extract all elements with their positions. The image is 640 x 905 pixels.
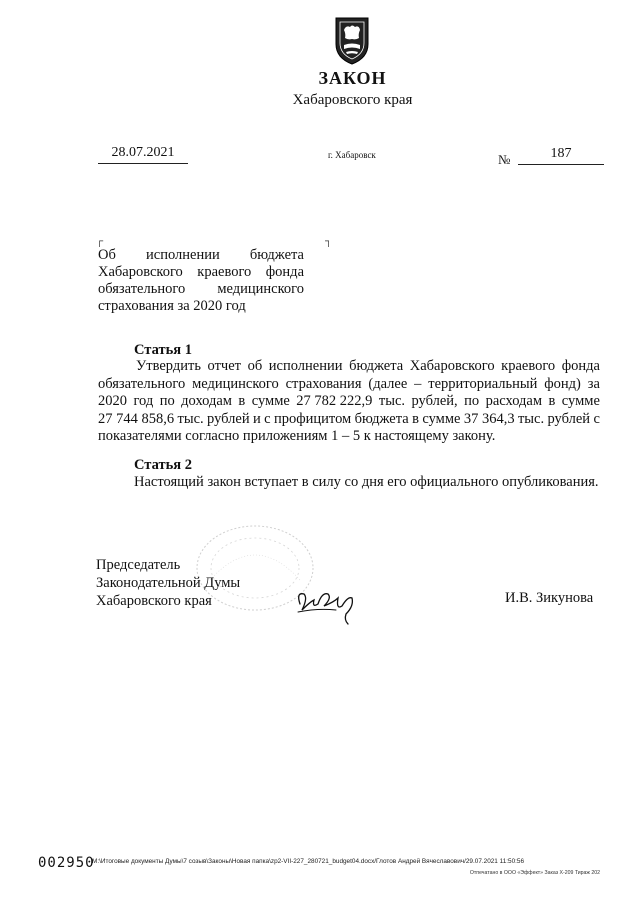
subject-word: Об xyxy=(98,247,116,263)
article-1-word: за xyxy=(587,375,600,392)
article-1-word: страхования xyxy=(285,375,362,392)
article-1-word: бюджета xyxy=(354,410,409,427)
article-1-word: фонд) xyxy=(544,375,581,392)
subject-word: краевого xyxy=(197,264,252,280)
subject-line xyxy=(98,264,304,281)
article-1-word: – xyxy=(414,375,422,392)
article-1-word: медицинского xyxy=(192,375,279,392)
article-1-word: фонда xyxy=(561,358,600,374)
subject-line xyxy=(98,281,304,298)
position-line: Председатель xyxy=(96,557,181,573)
article-1-word: 2020 xyxy=(98,393,127,409)
article-1-line xyxy=(98,411,600,429)
footer-doc-number: 002950 xyxy=(38,855,95,871)
handwritten-signature xyxy=(292,580,362,625)
article-1-word: 37 364,3 xyxy=(463,410,515,427)
document-number: 187 xyxy=(518,146,604,165)
article-1-word: сумме xyxy=(251,393,290,409)
number-sign: № xyxy=(498,152,511,167)
article-1-line xyxy=(98,358,600,376)
article-1-word: об xyxy=(247,358,263,374)
article-1-word: территориальный xyxy=(428,375,538,392)
position-line: Законодательной Думы xyxy=(96,575,241,591)
article-1-word: в xyxy=(412,410,419,427)
subject-line xyxy=(98,247,304,264)
document-city: г. Хабаровск xyxy=(328,150,376,160)
article-1-word: Утвердить xyxy=(136,358,201,374)
document-subtitle: Хабаровского края xyxy=(292,92,413,108)
article-1-word: тыс. xyxy=(517,410,545,427)
article-1-word: по xyxy=(464,393,480,409)
article-1-word: расходам xyxy=(485,393,543,409)
signatory-name: И.В. Зикунова xyxy=(505,590,594,606)
article-1-word: рублей, xyxy=(411,393,458,409)
subject-word: исполнении xyxy=(146,247,220,263)
article-1-word: сумме xyxy=(561,393,600,409)
subject-line: страхования за 2020 год xyxy=(98,298,246,314)
article-1-word: исполнении xyxy=(268,358,343,374)
article-1-word: бюджета xyxy=(349,358,404,374)
article-1-word: с xyxy=(264,410,271,427)
article-2-title: Статья 2 xyxy=(134,457,192,473)
article-1-word: тыс. xyxy=(378,393,405,409)
subject-word: медицинского xyxy=(217,281,304,297)
footer-print-note: Отпечатано в ООО «Эффект» Заказ Х-209 Тираж 202 xyxy=(469,870,600,876)
coat-of-arms-icon xyxy=(332,14,372,66)
subject-word: фонда xyxy=(265,264,304,280)
article-1-word: тыс. xyxy=(177,410,204,427)
article-1-word: по xyxy=(159,393,175,409)
footer-file-path: M:\Итоговые документы Думы\7 созыв\Законы\Новая папка\zp2-VII-227_280721_budget04.docx/Глотов Андрей Вячеславович/29.07.2021 11:50:56 xyxy=(92,858,525,865)
article-1-word: в xyxy=(238,393,246,409)
article-1-word: рублей xyxy=(547,410,591,427)
corner-mark-left: ┌ xyxy=(96,236,104,247)
article-1-line: показателями согласно приложениям 1 – 5 к настоящему закону. xyxy=(98,428,496,444)
document-title: ЗАКОН xyxy=(318,68,387,88)
article-1-word: доходам xyxy=(181,393,232,409)
article-1-word: профицитом xyxy=(274,410,352,427)
article-1-word: отчет xyxy=(207,358,241,374)
article-2-text: Настоящий закон вступает в силу со дня его официального опубликования. xyxy=(134,474,599,490)
article-1-line xyxy=(98,393,600,411)
article-1-word: и xyxy=(253,410,261,427)
article-1-word: Хабаровского xyxy=(409,358,495,374)
subject-word: обязательного xyxy=(98,281,186,297)
document-subject xyxy=(98,247,304,315)
document-date: 28.07.2021 xyxy=(98,145,188,164)
article-1-word: 27 744 858,6 xyxy=(98,410,175,427)
signatory-position xyxy=(96,556,240,610)
position-line: Хабаровского края xyxy=(96,593,212,609)
article-1-word: обязательного xyxy=(98,375,186,392)
subject-word: бюджета xyxy=(249,247,304,263)
article-1-word: с xyxy=(593,410,600,427)
article-1-text xyxy=(98,358,600,446)
article-1-line xyxy=(98,376,600,394)
article-1-word: сумме xyxy=(422,410,461,427)
article-1-title: Статья 1 xyxy=(134,342,192,358)
article-1-word: в xyxy=(548,393,556,409)
article-1-word: год xyxy=(133,393,154,409)
subject-word: Хабаровского xyxy=(98,264,183,280)
corner-mark-right: ┐ xyxy=(325,236,333,247)
article-1-word: рублей xyxy=(207,410,250,427)
article-1-word: (далее xyxy=(368,375,408,392)
article-1-word: краевого xyxy=(501,358,556,374)
article-1-word: 27 782 222,9 xyxy=(296,393,373,409)
